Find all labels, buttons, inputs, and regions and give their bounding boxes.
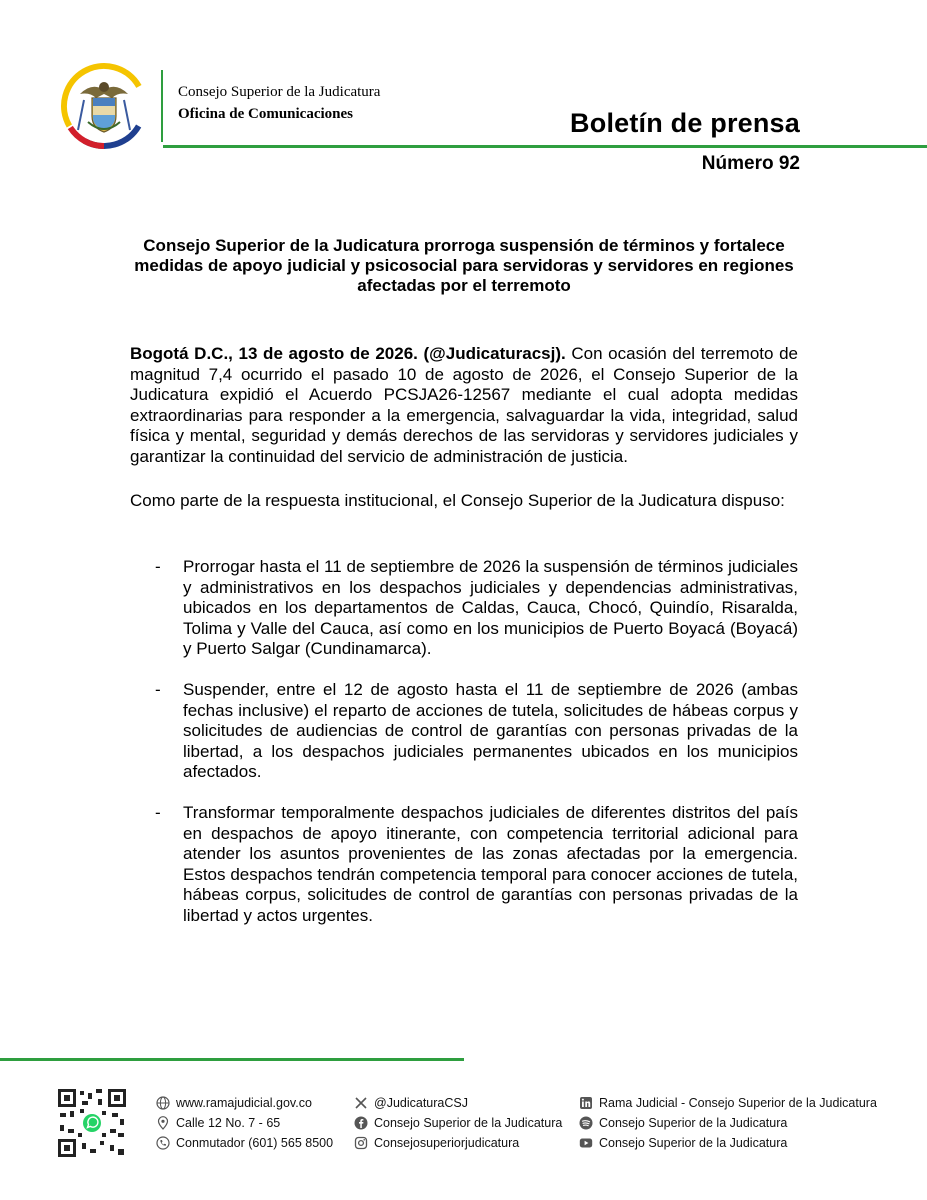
- qr-code[interactable]: [58, 1089, 126, 1157]
- list-bullet: -: [155, 557, 161, 576]
- list-item-text: Suspender, entre el 12 de agosto hasta el 11 de septiembre de 2026 (ambas fechas inclusive) el reparto de acciones de tutela, solicitudes de hábeas corpus y solicitudes de audiencias de control de garantías con personas privadas de la libertad, a los despachos judiciales permanentes ubicados en los municipios afectados.: [183, 680, 798, 781]
- footer-address: [156, 1116, 280, 1130]
- list-bullet: -: [155, 803, 161, 822]
- list-bullet: -: [155, 680, 161, 699]
- footer-linkedin[interactable]: [579, 1096, 877, 1110]
- footer-facebook[interactable]: [354, 1116, 562, 1130]
- bulletin-number: Número 92: [701, 153, 800, 174]
- facebook-icon: [354, 1116, 368, 1130]
- footer-address-text: Calle 12 No. 7 - 65: [176, 1116, 281, 1130]
- x-logo-icon: [354, 1096, 368, 1110]
- footer-rule: [0, 1058, 464, 1061]
- footer-website-text: www.ramajudicial.gov.co: [176, 1096, 312, 1110]
- footer-spotify-text: Consejo Superior de la Judicatura: [599, 1116, 788, 1130]
- footer-facebook-text: Consejo Superior de la Judicatura: [374, 1116, 563, 1130]
- body-paragraph-1: [130, 344, 798, 467]
- footer-phone-text: Conmutador (601) 565 8500: [176, 1136, 334, 1150]
- headline: Consejo Superior de la Judicatura prorroga suspensión de términos y fortalece medidas de apoyo judicial y psicosocial para servidoras y servidores en regiones afectadas por el terremoto: [134, 236, 794, 295]
- linkedin-icon: [579, 1096, 593, 1110]
- footer-x-account[interactable]: [354, 1096, 468, 1110]
- list-item-text: Transformar temporalmente despachos judiciales de diferentes distritos del país en despachos de apoyo itinerante, con competencia territorial adicional para atender los asuntos provenientes de las zonas afectadas por la emergencia. Estos despachos tendrán competencia temporal para conocer acciones de tutela, hábeas corpus, solicitudes de control de garantías con personas privadas de la libertad y actos urgentes.: [183, 803, 798, 925]
- dateline: Bogotá D.C., 13 de agosto de 2026. (@Judicaturacsj).: [130, 344, 566, 363]
- spotify-icon: [579, 1116, 593, 1130]
- footer-youtube[interactable]: [579, 1136, 787, 1150]
- footer-x-text: @JudicaturaCSJ: [374, 1096, 468, 1110]
- footer-phone[interactable]: [156, 1136, 333, 1150]
- footer-youtube-text: Consejo Superior de la Judicatura: [599, 1136, 788, 1150]
- list-item-text: Prorrogar hasta el 11 de septiembre de 2026 la suspensión de términos judiciales y administrativos en los despachos judiciales y dependencias administrativas, ubicados en los departamentos de Caldas, Cauca, Chocó, Quindío, Risaralda, Tolima y Valle del Cauca, así como en los municipios de Puerto Boyacá (Boyacá) y Puerto Salgar (Cundinamarca).: [183, 557, 798, 658]
- list-item: [130, 557, 798, 660]
- header-divider: [161, 70, 163, 142]
- footer-linkedin-text: Rama Judicial - Consejo Superior de la Judicatura: [599, 1096, 877, 1110]
- list-item: [130, 803, 798, 926]
- globe-icon: [156, 1096, 170, 1110]
- youtube-icon: [579, 1136, 593, 1150]
- location-pin-icon: [156, 1116, 170, 1130]
- footer-instagram[interactable]: [354, 1136, 519, 1150]
- org-name: Consejo Superior de la Judicatura: [178, 84, 381, 100]
- phone-icon: [156, 1136, 170, 1150]
- footer-spotify[interactable]: [579, 1116, 787, 1130]
- footer-website[interactable]: [156, 1096, 312, 1110]
- instagram-icon: [354, 1136, 368, 1150]
- colombia-coat-of-arms-logo: [58, 60, 150, 152]
- body-paragraph-2: Como parte de la respuesta institucional, el Consejo Superior de la Judicatura dispuso:: [130, 491, 785, 510]
- header-rule: [163, 145, 927, 148]
- org-office: Oficina de Comunicaciones: [178, 106, 353, 122]
- paragraph-1-text: Con ocasión del terremoto de magnitud 7,4 ocurrido el pasado 10 de agosto de 2026, el Consejo Superior de la Judicatura expidió el Acuerdo PCSJA26-12567 mediante el cual adopta medidas extraordinarias para responder a la emergencia, salvaguardar la vida, integridad, salud física y mental, seguridad y demás derechos de las servidoras y servidores judiciales y garantizar la continuidad del servicio de administración de justicia.: [130, 344, 798, 466]
- list-item: [130, 680, 798, 783]
- bulletin-title: Boletín de prensa: [570, 108, 800, 138]
- footer-instagram-text: Consejosuperiorjudicatura: [374, 1136, 520, 1150]
